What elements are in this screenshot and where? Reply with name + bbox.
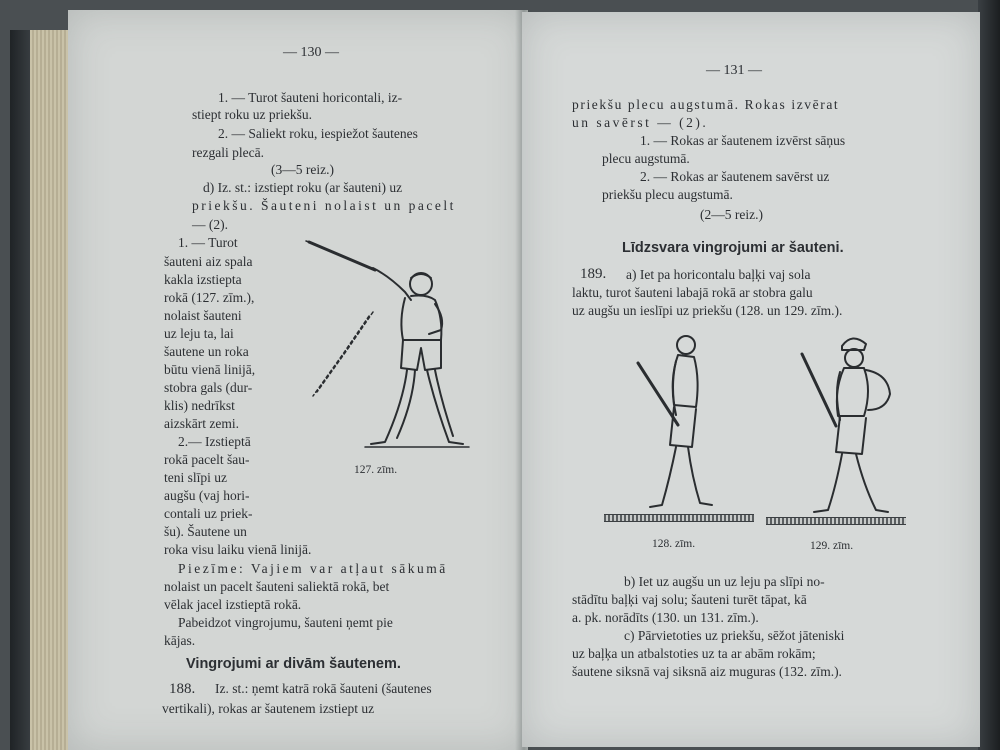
book-cover-edge <box>10 30 32 750</box>
text-line: contali uz priek- <box>164 506 253 521</box>
text-line: klis) nedrīkst <box>164 398 235 413</box>
paragraph-number: 188. <box>169 681 196 697</box>
text-line: d) Iz. st.: izstiept roku (ar šauteni) uz <box>203 180 403 195</box>
text-line: būtu vienā linijā, <box>164 362 256 377</box>
text-line: rokā pacelt šau- <box>164 452 250 467</box>
text-line: b) Iet uz augšu un uz leju pa slīpi no- <box>624 574 825 589</box>
text-line-note: Piezīme: Vajiem var atļaut sākumā <box>178 561 448 576</box>
text-line: šu). Šautene un <box>164 524 247 539</box>
figure-128-balance-walk <box>630 327 730 513</box>
figure-127-rifle-raise <box>303 232 473 452</box>
text-line: plecu augstumā. <box>602 151 690 166</box>
text-line: vertikali), rokas ar šautenem izstiept uz <box>162 701 375 716</box>
text-line: 1. — Rokas ar šautenem izvērst sāņus <box>640 133 846 148</box>
page-number: — 130 — <box>283 45 339 60</box>
text-line: 2.— Izstieptā <box>178 434 251 449</box>
text-line: nolaist šauteni <box>164 308 242 323</box>
text-line: 1. — Turot šauteni horicontali, iz- <box>218 90 403 105</box>
section-heading: Vingrojumi ar divām šautenem. <box>186 656 401 672</box>
text-line: 1. — Turot <box>178 235 238 250</box>
text-line: — (2). <box>192 217 228 232</box>
figure-caption: 129. zīm. <box>810 540 854 552</box>
balance-beam <box>766 517 906 525</box>
text-line: a. pk. norādīts (130. un 131. zīm.). <box>572 610 759 625</box>
section-heading: Līdzsvara vingrojumi ar šauteni. <box>622 240 844 256</box>
text-line: c) Pārvietoties uz priekšu, sēžot jāteniski <box>624 628 845 643</box>
text-line: teni slīpi uz <box>164 470 227 485</box>
page-stack <box>30 30 70 750</box>
text-line: (3—5 reiz.) <box>271 162 334 177</box>
text-line: šauteni aiz spala <box>164 254 253 269</box>
figure-129-balance-walk-pack <box>792 330 912 520</box>
text-line: kājas. <box>164 633 196 648</box>
right-page <box>522 12 980 747</box>
text-line: aizskārt zemi. <box>164 416 239 431</box>
text-line: un savērst — (2). <box>572 115 709 130</box>
text-line: nolaist un pacelt šauteni saliektā rokā, bet <box>164 579 390 594</box>
text-line: augšu (vaj hori- <box>164 488 250 503</box>
text-line: uz baļķa un atbalstoties uz ta ar abām rokām; <box>572 646 816 661</box>
figure-caption: 128. zīm. <box>652 538 696 550</box>
text-line: uz augšu un ieslīpi uz priekšu (128. un 129. zīm.). <box>572 303 843 318</box>
text-line: rokā (127. zīm.), <box>164 290 255 305</box>
text-line: šautene siksnā vaj siksnā aiz muguras (132. zīm.). <box>572 664 842 679</box>
page-number: — 131 — <box>706 63 762 78</box>
text-line: 2. — Saliekt roku, iespiežot šautenes <box>218 126 418 141</box>
text-line: priekšu. Šauteni nolaist un pacelt <box>192 198 456 213</box>
book-cover-edge-right <box>978 0 1000 750</box>
text-line: Pabeidzot vingrojumu, šauteni ņemt pie <box>178 615 393 630</box>
text-line: 2. — Rokas ar šautenem savērst uz <box>640 169 830 184</box>
text-line: stobra gals (dur- <box>164 380 253 395</box>
text-line: priekšu plecu augstumā. <box>602 187 733 202</box>
figure-caption: 127. zīm. <box>354 464 398 476</box>
text-line: stādītu baļķi vaj solu; šauteni turēt tāpat, kā <box>572 592 807 607</box>
paragraph-number: 189. <box>580 266 607 282</box>
text-line: stiept roku uz priekšu. <box>192 107 312 122</box>
text-line: laktu, turot šauteni labajā rokā ar stobra galu <box>572 285 813 300</box>
text-line: vēlak jacel izstieptā rokā. <box>164 597 302 612</box>
text-line: šautene un roka <box>164 344 249 359</box>
text-line: a) Iet pa horicontalu baļķi vaj sola <box>626 267 811 282</box>
text-line: priekšu plecu augstumā. Rokas izvērat <box>572 97 840 112</box>
text-line: (2—5 reiz.) <box>700 207 763 222</box>
text-line: roka visu laiku vienā linijā. <box>164 542 312 557</box>
balance-beam <box>604 514 754 522</box>
text-line: Iz. st.: ņemt katrā rokā šauteni (šautenes <box>215 681 432 696</box>
text-line: rezgali plecā. <box>192 145 264 160</box>
text-line: uz leju ta, lai <box>164 326 234 341</box>
text-line: kakla izstiepta <box>164 272 242 287</box>
left-page <box>68 10 528 750</box>
